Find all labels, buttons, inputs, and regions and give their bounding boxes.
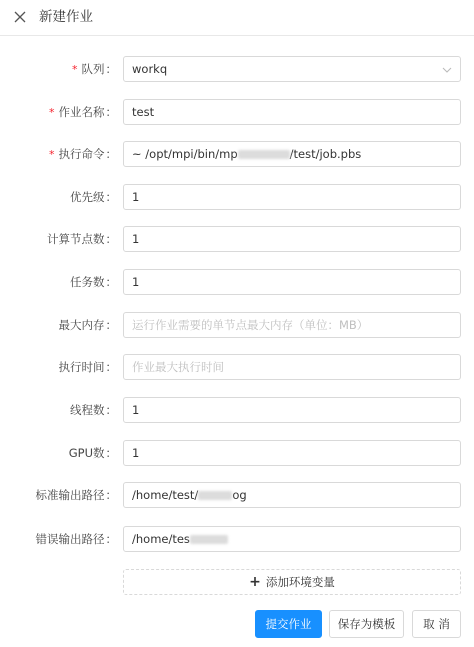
form-row-priority xyxy=(0,184,474,210)
queue-select[interactable] xyxy=(123,56,461,82)
command-label: * 执行命令 ： xyxy=(49,147,117,161)
command-value-prefix: ~ /opt/mpi/bin/mp xyxy=(132,147,238,161)
max-memory-input[interactable] xyxy=(123,312,461,338)
form-row-stderr-path xyxy=(0,526,474,552)
add-env-var-label: 添加环境变量 xyxy=(265,575,335,589)
stdout-path-prefix: /home/test/ xyxy=(132,488,199,502)
form-row-nodes xyxy=(0,226,474,252)
queue-select-value: workq xyxy=(132,62,168,76)
stdout-path-input[interactable] xyxy=(123,482,461,508)
panel-title: 新建作业 xyxy=(39,9,93,25)
stdout-path-suffix: og xyxy=(232,488,247,502)
threads-label: 线程数 ： xyxy=(70,403,117,417)
close-button[interactable] xyxy=(11,8,29,26)
gpu-input[interactable] xyxy=(123,440,461,466)
form-row-threads xyxy=(0,397,474,423)
plus-icon: + xyxy=(249,574,261,590)
form-row-gpu xyxy=(0,440,474,466)
tasks-label: 任务数 ： xyxy=(70,275,117,289)
redacted-text xyxy=(238,150,290,159)
exec-time-placeholder: 作业最大执行时间 xyxy=(132,360,224,374)
tasks-value: 1 xyxy=(132,275,140,289)
redacted-text xyxy=(190,535,228,544)
exec-time-label: 执行时间 ： xyxy=(58,360,117,374)
panel-header xyxy=(0,0,474,36)
queue-label: * 队列 ： xyxy=(72,62,117,76)
gpu-label: GPU数 ： xyxy=(68,446,117,460)
tasks-input[interactable] xyxy=(123,269,461,295)
form-row-job-name xyxy=(0,99,474,125)
form-row-stdout-path xyxy=(0,482,474,508)
cancel-button[interactable]: 取 消 xyxy=(412,610,461,638)
add-env-var-button[interactable] xyxy=(123,569,461,595)
command-input[interactable] xyxy=(123,141,461,167)
form-row-command xyxy=(0,141,474,167)
stderr-path-prefix: /home/tes xyxy=(132,532,190,546)
threads-input[interactable] xyxy=(123,397,461,423)
priority-value: 1 xyxy=(132,190,140,204)
exec-time-input[interactable] xyxy=(123,354,461,380)
form-row-exec-time xyxy=(0,354,474,380)
max-memory-label: 最大内存 ： xyxy=(58,318,117,332)
nodes-value: 1 xyxy=(132,232,140,246)
form-row-max-memory xyxy=(0,312,474,338)
job-name-input[interactable] xyxy=(123,99,461,125)
form-row-tasks xyxy=(0,269,474,295)
job-name-label: * 作业名称 ： xyxy=(49,105,117,119)
threads-value: 1 xyxy=(132,403,140,417)
nodes-input[interactable] xyxy=(123,226,461,252)
save-template-button[interactable]: 保存为模板 xyxy=(329,610,404,638)
priority-input[interactable] xyxy=(123,184,461,210)
close-icon xyxy=(14,11,26,23)
stderr-path-label: 错误输出路径 ： xyxy=(35,532,117,546)
redacted-text xyxy=(198,491,232,500)
nodes-label: 计算节点数 ： xyxy=(47,232,117,246)
chevron-down-icon xyxy=(442,65,452,75)
form-row-queue xyxy=(0,56,474,82)
gpu-value: 1 xyxy=(132,446,140,460)
stderr-path-input[interactable] xyxy=(123,526,461,552)
stdout-path-label: 标准输出路径 ： xyxy=(35,488,117,502)
command-value-suffix: /test/job.pbs xyxy=(289,147,362,161)
submit-job-button[interactable]: 提交作业 xyxy=(255,610,322,638)
max-memory-placeholder: 运行作业需要的单节点最大内存（单位：MB） xyxy=(132,318,369,332)
job-name-value: test xyxy=(132,105,155,119)
priority-label: 优先级 ： xyxy=(70,190,117,204)
